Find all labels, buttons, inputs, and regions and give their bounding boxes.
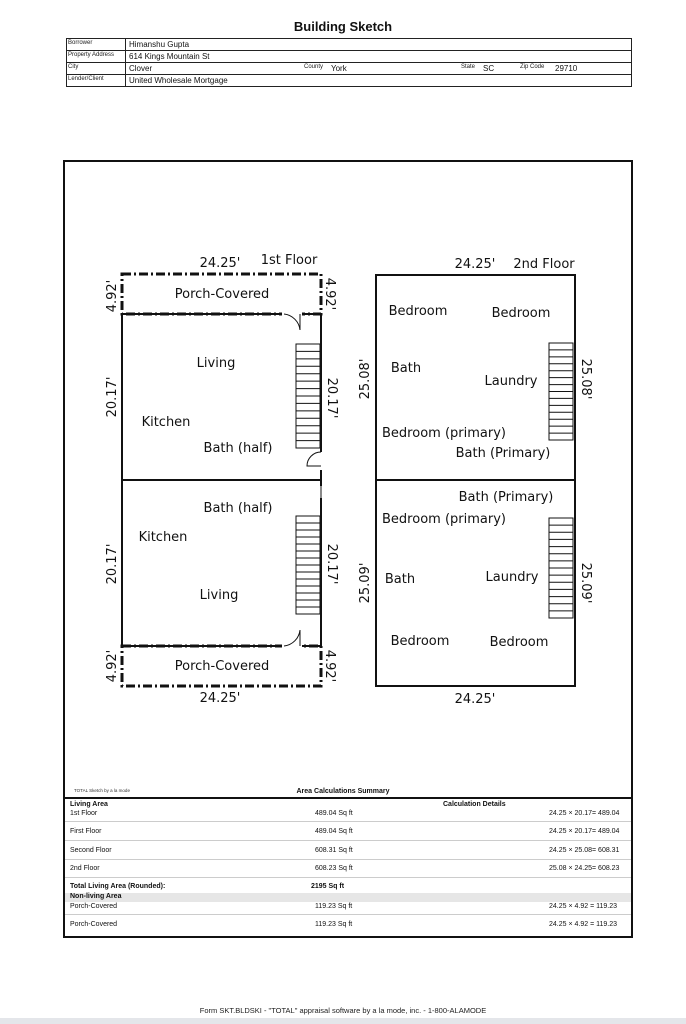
sf-bottom-room-bedroom-1: Bedroom [390, 634, 450, 649]
living-row-4-calc: 25.08 × 24.25= 608.23 [549, 865, 620, 872]
living-row-1-area: 489.04 Sq ft [315, 810, 353, 817]
sf-top-width: 24.25' [454, 257, 496, 272]
zip-label: Zip Code [520, 64, 545, 70]
row-divider [65, 821, 631, 822]
living-row-1-calc: 24.25 × 20.17= 489.04 [549, 810, 620, 817]
table-top-rule [65, 797, 631, 799]
lender-value: United Wholesale Mortgage [129, 76, 228, 85]
living-row-3-area: 608.31 Sq ft [315, 847, 353, 854]
nonliving-row-1-area: 119.23 Sq ft [315, 903, 353, 910]
sketch-credit: TOTAL Sketch by a la mode [74, 788, 130, 793]
nonliving-row-2-calc: 24.25 × 4.92 = 119.23 [549, 921, 617, 928]
living-row-4-area: 608.23 Sq ft [315, 865, 353, 872]
address-value: 614 Kings Mountain St [129, 52, 210, 61]
stairs-icon-3 [549, 343, 573, 440]
porch-bottom-depth-left: 4.92' [105, 649, 120, 683]
borrower-label: Borrower [68, 40, 93, 46]
state-value: SC [483, 64, 495, 73]
row-divider [65, 877, 631, 878]
sf-top-room-bedroom-primary: Bedroom (primary) [382, 426, 506, 441]
living-row-4-name: 2nd Floor [70, 865, 100, 872]
area-summary-title: Area Calculations Summary [296, 788, 390, 795]
first-floor-label: 1st Floor [260, 253, 318, 268]
door-top-icon [284, 314, 300, 330]
city-value: Clover [129, 64, 153, 73]
lender-label: Lender/Client [68, 76, 104, 82]
nonliving-row-2-name: Porch-Covered [70, 921, 118, 928]
door-gap-mid-upper [319, 452, 323, 470]
county-label: County [304, 64, 324, 70]
row-divider [65, 840, 631, 841]
address-label: Property Address [68, 52, 115, 58]
stairs-icon-2 [296, 516, 320, 614]
county-value: York [331, 64, 347, 73]
city-label: City [68, 64, 79, 70]
door-bottom-icon [284, 630, 300, 646]
total-living-label: Total Living Area (Rounded): [70, 883, 166, 890]
ff-bottom-height-right: 20.17' [324, 543, 339, 585]
total-living-value: 2195 Sq ft [311, 883, 345, 890]
sf-top-height-right: 25.08' [578, 358, 593, 400]
living-row-2-area: 489.04 Sq ft [315, 828, 353, 835]
sf-bottom-room-bath: Bath [384, 572, 416, 587]
second-floor-label: 2nd Floor [513, 257, 575, 272]
door-mid-upper-icon [307, 452, 321, 466]
ff-top-height-right: 20.17' [324, 377, 339, 419]
porch-top-label: Porch-Covered [174, 287, 270, 302]
living-row-2-calc: 24.25 × 20.17= 489.04 [549, 828, 620, 835]
living-row-3-calc: 24.25 × 25.08= 608.31 [549, 847, 620, 854]
ff-top-height-left: 20.17' [105, 376, 120, 418]
state-label: State [461, 64, 476, 70]
zip-value: 29710 [555, 64, 578, 73]
sf-top-room-bedroom-2: Bedroom [491, 306, 551, 321]
sf-bottom-width: 24.25' [454, 692, 496, 707]
sf-bottom-room-bedroom-2: Bedroom [489, 635, 549, 650]
ff-bottom-height-left: 20.17' [105, 543, 120, 585]
ff-bottom-room-kitchen: Kitchen [138, 530, 188, 545]
living-row-3-name: Second Floor [70, 847, 112, 854]
nonliving-header-band [65, 893, 631, 902]
nonliving-row-1-name: Porch-Covered [70, 903, 118, 910]
living-area-header: Living Area [70, 801, 108, 808]
porch-top-depth-right: 4.92' [322, 277, 337, 311]
nonliving-row-1-calc: 24.25 × 4.92 = 119.23 [549, 903, 617, 910]
calc-details-header: Calculation Details [443, 801, 506, 808]
sf-top-room-laundry: Laundry [484, 374, 538, 389]
porch-bottom-depth-right: 4.92' [322, 649, 337, 683]
sf-top-room-bedroom-1: Bedroom [388, 304, 448, 319]
ff-bottom-width: 24.25' [199, 691, 241, 706]
sf-top-height-left: 25.08' [358, 358, 373, 400]
row-divider [65, 914, 631, 915]
form-footer: Form SKT.BLDSKI - "TOTAL" appraisal software by a la mode, inc. - 1-800-ALAMODE [199, 1006, 487, 1015]
nonliving-header: Non-living Area [70, 893, 122, 900]
nonliving-row-2-area: 119.23 Sq ft [315, 921, 353, 928]
ff-top-room-bath-half: Bath (half) [203, 441, 273, 456]
stairs-icon-1 [296, 344, 320, 448]
stairs-icon-4 [549, 518, 573, 618]
living-row-2-name: First Floor [70, 828, 102, 835]
borrower-value: Himanshu Gupta [129, 40, 190, 49]
living-row-1-name: 1st Floor [70, 810, 98, 817]
sf-top-room-bath: Bath [390, 361, 422, 376]
ff-bottom-room-living: Living [199, 588, 239, 603]
row-divider [65, 859, 631, 860]
ff-top-width: 24.25' [199, 256, 241, 271]
ff-bottom-room-bath-half: Bath (half) [203, 501, 273, 516]
sf-bottom-room-bedroom-primary: Bedroom (primary) [382, 512, 506, 527]
sf-top-room-bath-primary: Bath (Primary) [455, 446, 551, 461]
sf-bottom-room-laundry: Laundry [485, 570, 539, 585]
sf-bottom-height-left: 25.09' [358, 562, 373, 604]
ff-top-room-kitchen: Kitchen [141, 415, 191, 430]
porch-bottom-label: Porch-Covered [174, 659, 270, 674]
viewer-bottom-bar [0, 1018, 686, 1024]
porch-top-depth-left: 4.92' [105, 279, 120, 313]
page-title: Building Sketch [293, 19, 393, 34]
sf-bottom-room-bath-primary: Bath (Primary) [458, 490, 554, 505]
ff-top-room-living: Living [196, 356, 236, 371]
sf-bottom-height-right: 25.09' [578, 562, 593, 604]
